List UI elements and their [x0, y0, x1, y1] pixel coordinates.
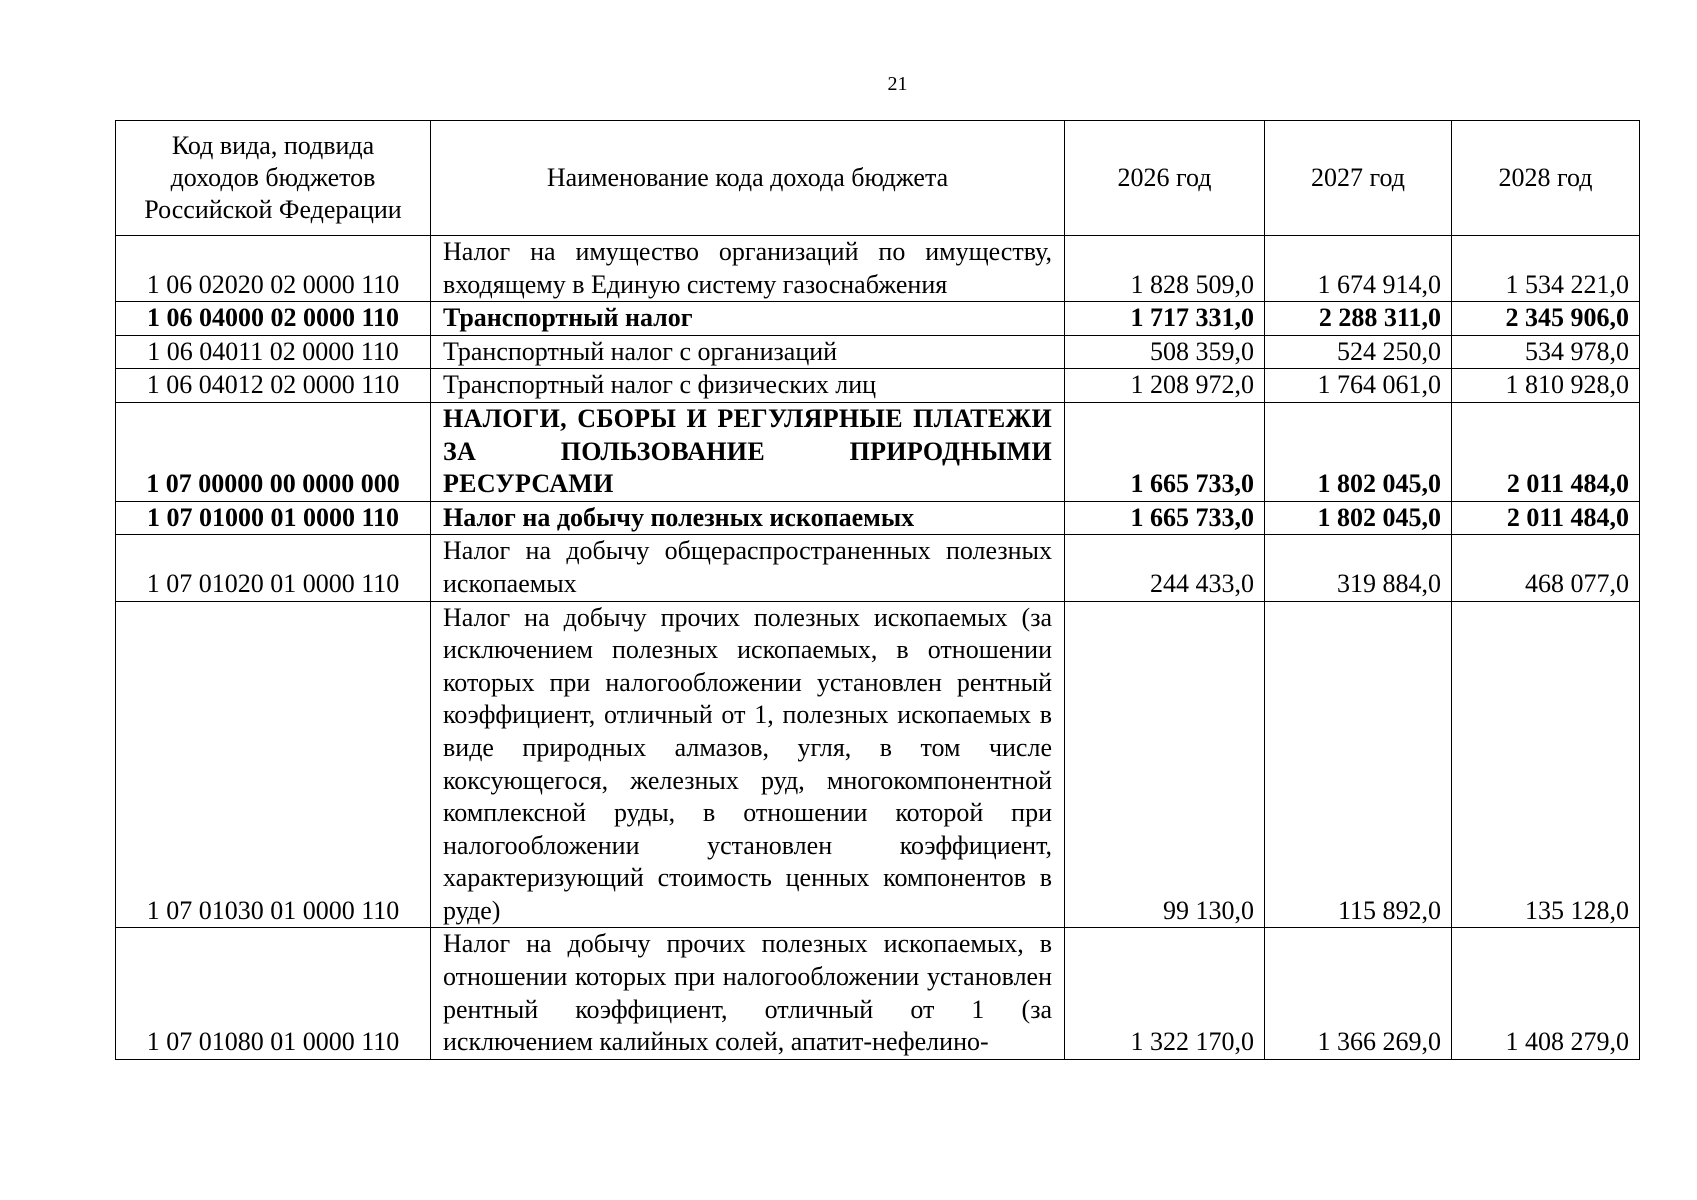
row-value-2028: 468 077,0 — [1452, 535, 1640, 601]
row-value-2027: 1 674 914,0 — [1265, 236, 1452, 302]
row-value-2027: 115 892,0 — [1265, 601, 1452, 928]
row-name: Транспортный налог — [431, 302, 1065, 336]
table-row — [116, 236, 1640, 302]
page-number: 21 — [887, 73, 908, 95]
row-value-2026: 1 322 170,0 — [1065, 928, 1265, 1059]
row-value-2026: 1 665 733,0 — [1065, 402, 1265, 501]
row-value-2028: 2 345 906,0 — [1452, 302, 1640, 336]
row-value-2028: 1 534 221,0 — [1452, 236, 1640, 302]
row-code: 1 07 01080 01 0000 110 — [116, 928, 431, 1059]
header-code: Код вида, подвида доходов бюджетов Российской Федерации — [116, 121, 431, 236]
header-2027: 2027 год — [1265, 121, 1452, 236]
row-code: 1 06 04012 02 0000 110 — [116, 369, 431, 403]
row-value-2028: 1 408 279,0 — [1452, 928, 1640, 1059]
row-name: Налог на добычу общераспространенных полезных ископаемых — [431, 535, 1065, 601]
header-2028: 2028 год — [1452, 121, 1640, 236]
table-row — [116, 601, 1640, 928]
row-value-2026: 244 433,0 — [1065, 535, 1265, 601]
row-value-2026: 1 208 972,0 — [1065, 369, 1265, 403]
table-row — [116, 402, 1640, 501]
row-value-2027: 319 884,0 — [1265, 535, 1452, 601]
row-name: Транспортный налог с физических лиц — [431, 369, 1065, 403]
row-value-2027: 1 366 269,0 — [1265, 928, 1452, 1059]
row-code: 1 07 01020 01 0000 110 — [116, 535, 431, 601]
row-name: Налог на добычу полезных ископаемых — [431, 501, 1065, 535]
row-name: Налог на добычу прочих полезных ископаемых, в отношении которых при налогообложении установлен рентный коэффициент, отличный от 1 (за исключением калийных солей, апатит-нефелино- — [431, 928, 1065, 1059]
row-value-2027: 2 288 311,0 — [1265, 302, 1452, 336]
table-row — [116, 335, 1640, 369]
row-value-2028: 2 011 484,0 — [1452, 501, 1640, 535]
row-name: Транспортный налог с организаций — [431, 335, 1065, 369]
table-row — [116, 928, 1640, 1059]
row-value-2027: 1 764 061,0 — [1265, 369, 1452, 403]
row-code: 1 06 02020 02 0000 110 — [116, 236, 431, 302]
table-body — [116, 236, 1640, 1060]
row-name: НАЛОГИ, СБОРЫ И РЕГУЛЯРНЫЕ ПЛАТЕЖИ ЗА ПОЛЬЗОВАНИЕ ПРИРОДНЫМИ РЕСУРСАМИ — [431, 402, 1065, 501]
row-code: 1 07 01030 01 0000 110 — [116, 601, 431, 928]
table-row — [116, 369, 1640, 403]
row-code: 1 06 04011 02 0000 110 — [116, 335, 431, 369]
row-value-2028: 534 978,0 — [1452, 335, 1640, 369]
row-value-2028: 135 128,0 — [1452, 601, 1640, 928]
row-value-2026: 1 717 331,0 — [1065, 302, 1265, 336]
row-value-2027: 1 802 045,0 — [1265, 402, 1452, 501]
budget-revenue-table — [115, 120, 1640, 1060]
row-value-2027: 524 250,0 — [1265, 335, 1452, 369]
header-name: Наименование кода дохода бюджета — [431, 121, 1065, 236]
table-row — [116, 501, 1640, 535]
row-value-2028: 2 011 484,0 — [1452, 402, 1640, 501]
row-value-2027: 1 802 045,0 — [1265, 501, 1452, 535]
row-code: 1 07 00000 00 0000 000 — [116, 402, 431, 501]
row-value-2026: 1 828 509,0 — [1065, 236, 1265, 302]
row-value-2028: 1 810 928,0 — [1452, 369, 1640, 403]
table-header — [116, 121, 1640, 236]
table-row — [116, 302, 1640, 336]
row-value-2026: 99 130,0 — [1065, 601, 1265, 928]
row-code: 1 07 01000 01 0000 110 — [116, 501, 431, 535]
header-2026: 2026 год — [1065, 121, 1265, 236]
row-name: Налог на добычу прочих полезных ископаемых (за исключением полезных ископаемых, в отношении которых при налогообложении установлен рентный коэффициент, отличный от 1, полезных ископаемых в виде природных алмазов, угля, в том числе коксующегося, железных руд, многокомпонентной комплексной руды, в отношении которой при налогообложении установлен коэффициент, характеризующий стоимость ценных компонентов в руде) — [431, 601, 1065, 928]
row-code: 1 06 04000 02 0000 110 — [116, 302, 431, 336]
header-row — [116, 121, 1640, 236]
row-value-2026: 1 665 733,0 — [1065, 501, 1265, 535]
table-row — [116, 535, 1640, 601]
row-name: Налог на имущество организаций по имуществу, входящему в Единую систему газоснабжения — [431, 236, 1065, 302]
row-value-2026: 508 359,0 — [1065, 335, 1265, 369]
